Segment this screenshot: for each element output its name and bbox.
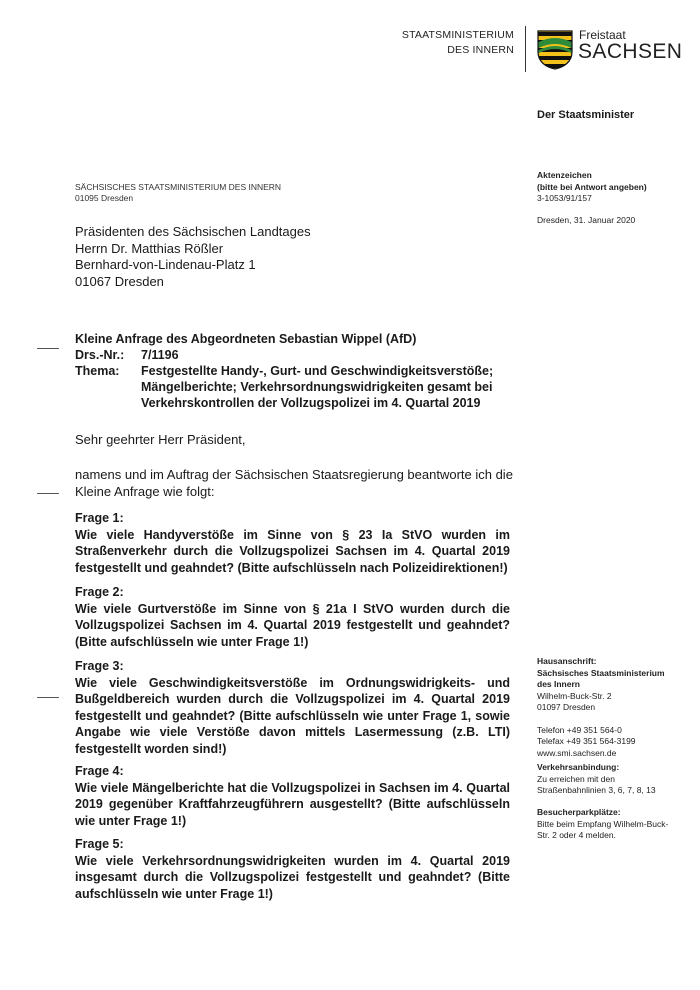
transit-label: Verkehrsanbindung: — [537, 762, 620, 772]
thema-line: Verkehrskontrollen der Vollzugspolizei im 4. Quartal 2019 — [141, 396, 481, 410]
question-1 — [75, 510, 510, 576]
question-text: Wie viele Geschwindigkeitsverstöße im Ordnungswidrigkeits- und Bußgeldbereich wurden durch die Vollzugspolizei im 4. Quartal 2019 festgestellt und geahndet? (Bitte aufschlüsseln wie unter Frage 1, sowie Angabe wie viele Verstöße davon mittels Lasermessung (z.B. LTI) festgestellt worden sind!) — [75, 675, 510, 756]
question-text: Wie viele Verkehrsordnungswidrigkeiten wurden im 4. Quartal 2019 insgesamt durch die Vollzugspolizei festgestellt und geahndet? (Bitte aufschlüsseln wie unter Frage 1!) — [75, 853, 510, 901]
punch-mark — [37, 493, 59, 494]
sender-line-1: SÄCHSISCHES STAATSMINISTERIUM DES INNERN — [75, 182, 282, 192]
question-title: Frage 3: — [75, 659, 124, 673]
recipient-line: Präsidenten des Sächsischen Landtages — [75, 224, 311, 239]
fax-number: Telefax +49 351 564-3199 — [537, 736, 636, 746]
logo-sachsen: SACHSEN — [578, 40, 683, 63]
saxony-coat-of-arms-icon — [537, 30, 573, 70]
intro-text: namens und im Auftrag der Sächsischen Staatsregierung beantworte ich die Kleine Anfrage wie folgt: — [75, 467, 513, 499]
fold-mark — [37, 348, 59, 349]
minister-title: Der Staatsminister — [537, 109, 635, 121]
question-title: Frage 2: — [75, 585, 124, 599]
address-line: 01097 Dresden — [537, 702, 596, 712]
ministry-name — [400, 28, 514, 58]
address-line: Sächsisches Staatsministerium — [537, 667, 665, 678]
question-2 — [75, 584, 510, 650]
parking-text: Bitte beim Empfang Wilhelm-Buck-Str. 2 oder 4 melden. — [537, 818, 669, 840]
drs-value: 7/1196 — [141, 348, 179, 362]
question-5 — [75, 836, 510, 902]
thema-line: Festgestellte Handy-, Gurt- und Geschwindigkeitsverstöße; — [141, 364, 494, 378]
parking-block — [537, 807, 677, 842]
logo-freistaat: Freistaat — [579, 28, 626, 42]
question-title: Frage 5: — [75, 837, 124, 851]
question-text: Wie viele Handyverstöße im Sinne von § 23 Ia StVO wurden im Straßenverkehr durch die Vollzugspolizei Sachsen im 4. Quartal 2019 festgestellt und geahndet? (Bitte aufschlüsseln nach Polizeidirektionen!) — [75, 527, 510, 575]
transit-text: Zu erreichen mit den Straßenbahnlinien 3, 6, 7, 8, 13 — [537, 773, 656, 795]
letter-date: Dresden, 31. Januar 2020 — [537, 214, 636, 225]
reference-block — [537, 170, 677, 226]
address-label: Hausanschrift: — [537, 656, 597, 666]
drs-label: Drs.-Nr.: — [75, 348, 125, 362]
address-line: des Innern — [537, 679, 580, 689]
reference-label: Aktenzeichen — [537, 170, 592, 180]
question-3 — [75, 658, 510, 757]
parking-label: Besucherparkplätze: — [537, 807, 621, 817]
recipient-line: Bernhard-von-Lindenau-Platz 1 — [75, 257, 256, 272]
question-text: Wie viele Gurtverstöße im Sinne von § 21a I StVO wurden durch die Vollzugspolizei Sachsen im 4. Quartal 2019 festgestellt und geahndet? (Bitte aufschlüsseln wie unter Frage 1!) — [75, 601, 510, 649]
website-link: www.smi.sachsen.de — [537, 747, 617, 758]
question-title: Frage 4: — [75, 764, 124, 778]
thema-line: Mängelberichte; Verkehrsordnungswidrigkeiten gesamt bei — [141, 380, 493, 394]
question-4 — [75, 763, 510, 829]
subject-block — [75, 331, 493, 411]
recipient-line: Herrn Dr. Matthias Rößler — [75, 240, 224, 256]
address-line: Wilhelm-Buck-Str. 2 — [537, 690, 612, 701]
question-text: Wie viele Mängelberichte hat die Vollzugspolizei in Sachsen im 4. Quartal 2019 gegenüber Kraftfahrzeugführern ausgestellt? (Bitte aufschlüsseln wie unter Frage 1!) — [75, 780, 510, 828]
question-title: Frage 1: — [75, 511, 124, 525]
recipient-line: 01067 Dresden — [75, 273, 164, 289]
salutation: Sehr geehrter Herr Präsident, — [75, 432, 246, 447]
recipient-address — [75, 224, 311, 290]
fold-mark — [37, 697, 59, 698]
reference-hint: (bitte bei Antwort angeben) — [537, 181, 647, 192]
reference-number: 3-1053/91/157 — [537, 193, 592, 203]
sender-address — [75, 182, 281, 204]
transit-block — [537, 762, 677, 797]
header-divider — [525, 26, 526, 72]
phone-number: Telefon +49 351 564-0 — [537, 724, 622, 735]
ministry-line-2: DES INNERN — [447, 44, 514, 56]
address-block — [537, 656, 677, 759]
ministry-line-1: STAATSMINISTERIUM — [401, 29, 514, 41]
sender-line-2: 01095 Dresden — [75, 193, 134, 203]
subject-title: Kleine Anfrage des Abgeordneten Sebastian Wippel (AfD) — [75, 332, 417, 346]
thema-label: Thema: — [75, 364, 120, 378]
